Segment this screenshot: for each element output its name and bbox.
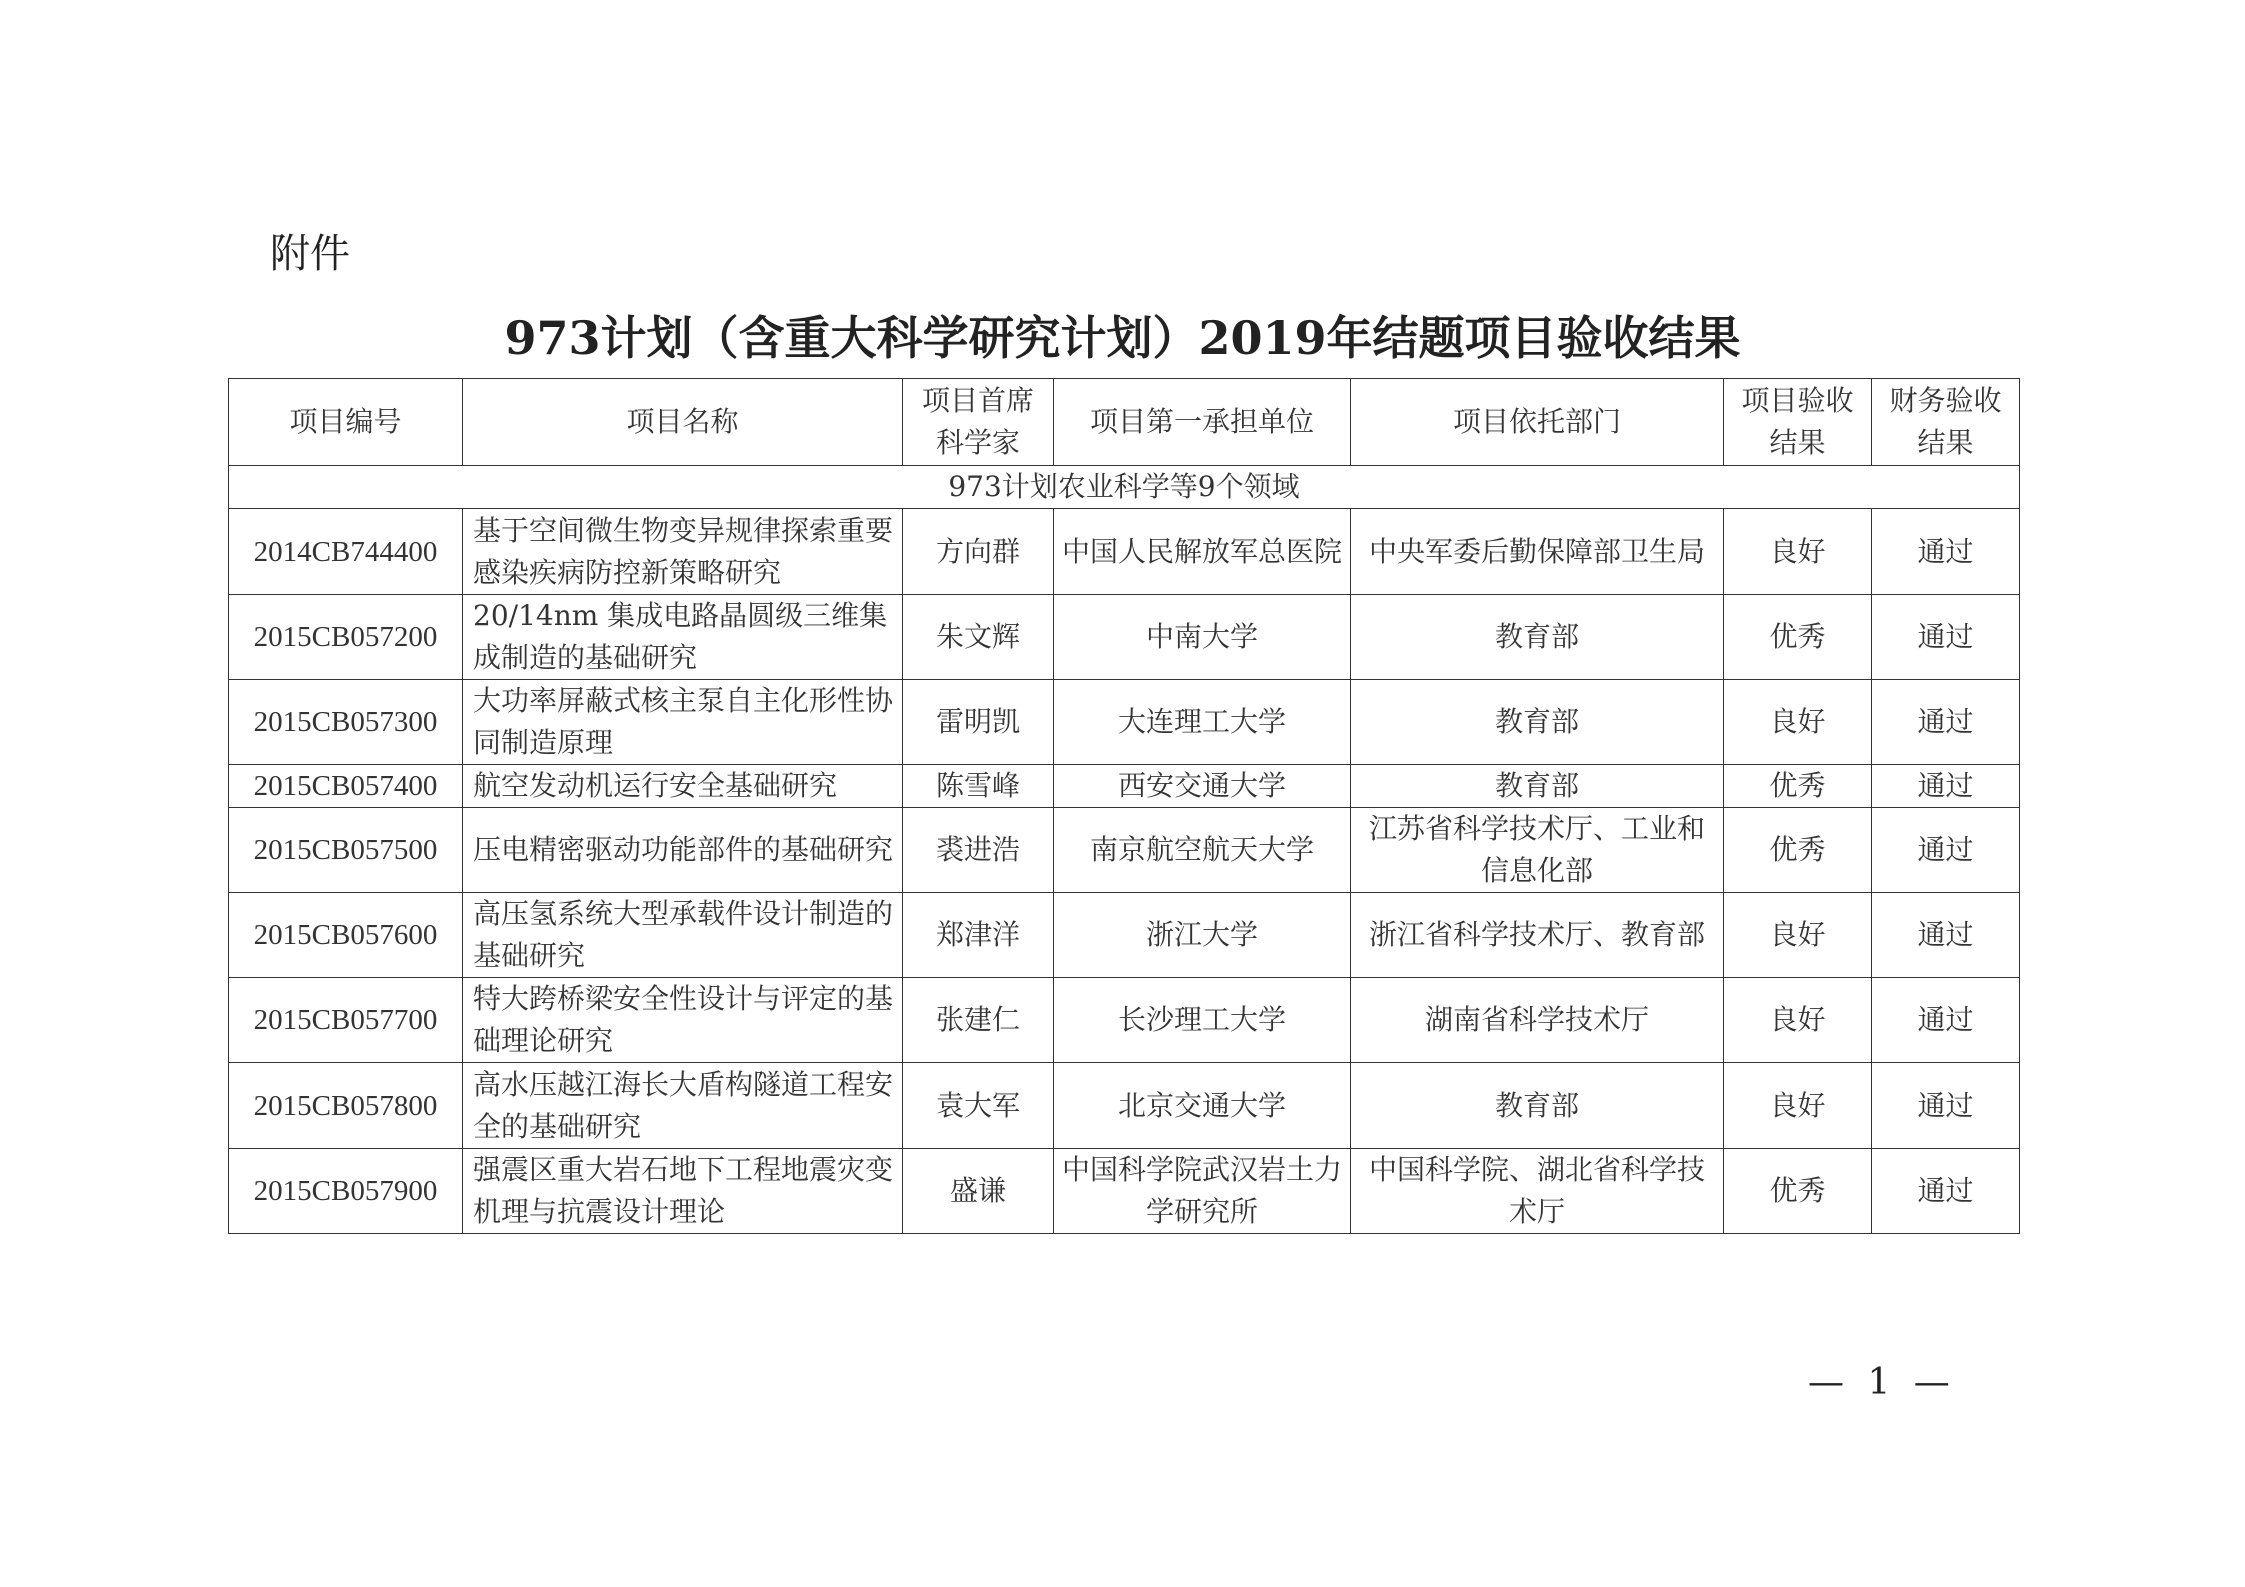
cell-finance: 通过 [1872,680,2020,765]
cell-result: 优秀 [1724,595,1872,680]
cell-result: 优秀 [1724,1149,1872,1234]
header-row [229,379,2020,466]
cell-code: 2014CB744400 [229,509,463,595]
cell-unit: 中国人民解放军总医院 [1054,509,1351,595]
cell-result: 良好 [1724,1063,1872,1149]
cell-scientist: 裘进浩 [903,808,1054,893]
cell-unit: 浙江大学 [1054,893,1351,978]
page-title: 973计划（含重大科学研究计划）2019年结题项目验收结果 [504,311,1741,365]
cell-scientist: 陈雪峰 [903,765,1054,808]
cell-scientist: 雷明凯 [903,680,1054,765]
cell-name: 基于空间微生物变异规律探索重要感染疾病防控新策略研究 [463,509,903,595]
cell-code: 2015CB057300 [229,680,463,765]
cell-result: 良好 [1724,978,1872,1063]
cell-finance: 通过 [1872,893,2020,978]
cell-scientist: 郑津洋 [903,893,1054,978]
cell-name: 大功率屏蔽式核主泵自主化形性协同制造原理 [463,680,903,765]
cell-unit: 大连理工大学 [1054,680,1351,765]
cell-finance: 通过 [1872,808,2020,893]
results-table [228,378,2020,1234]
cell-finance: 通过 [1872,1063,2020,1149]
table-row [229,978,2020,1063]
cell-unit: 中南大学 [1054,595,1351,680]
cell-dept: 中央军委后勤保障部卫生局 [1351,509,1724,595]
cell-code: 2015CB057200 [229,595,463,680]
cell-unit: 西安交通大学 [1054,765,1351,808]
cell-code: 2015CB057900 [229,1149,463,1234]
cell-unit: 南京航空航天大学 [1054,808,1351,893]
cell-dept: 湖南省科学技术厅 [1351,978,1724,1063]
table-row [229,595,2020,680]
cell-dept: 教育部 [1351,680,1724,765]
cell-code: 2015CB057700 [229,978,463,1063]
header-name: 项目名称 [463,379,903,466]
cell-unit: 中国科学院武汉岩土力学研究所 [1054,1149,1351,1234]
cell-scientist: 盛谦 [903,1149,1054,1234]
cell-name: 特大跨桥梁安全性设计与评定的基础理论研究 [463,978,903,1063]
header-unit: 项目第一承担单位 [1054,379,1351,466]
cell-dept: 江苏省科学技术厅、工业和信息化部 [1351,808,1724,893]
table-row [229,1063,2020,1149]
cell-scientist: 袁大军 [903,1063,1054,1149]
cell-result: 良好 [1724,893,1872,978]
cell-name: 强震区重大岩石地下工程地震灾变机理与抗震设计理论 [463,1149,903,1234]
cell-finance: 通过 [1872,595,2020,680]
cell-scientist: 张建仁 [903,978,1054,1063]
cell-dept: 教育部 [1351,765,1724,808]
cell-name: 高压氢系统大型承载件设计制造的基础研究 [463,893,903,978]
cell-scientist: 朱文辉 [903,595,1054,680]
table-row [229,1149,2020,1234]
cell-code: 2015CB057600 [229,893,463,978]
cell-name: 高水压越江海长大盾构隧道工程安全的基础研究 [463,1063,903,1149]
table-row [229,893,2020,978]
cell-result: 优秀 [1724,765,1872,808]
section-label: 973计划农业科学等9个领域 [229,466,2020,509]
cell-result: 良好 [1724,680,1872,765]
header-dept: 项目依托部门 [1351,379,1724,466]
table-row [229,680,2020,765]
cell-scientist: 方向群 [903,509,1054,595]
table-row [229,509,2020,595]
cell-name: 航空发动机运行安全基础研究 [463,765,903,808]
cell-dept: 教育部 [1351,595,1724,680]
cell-code: 2015CB057400 [229,765,463,808]
header-finance: 财务验收结果 [1872,379,2020,466]
cell-finance: 通过 [1872,978,2020,1063]
cell-result: 优秀 [1724,808,1872,893]
page-number: — 1 — [1808,1362,1956,1403]
cell-finance: 通过 [1872,1149,2020,1234]
table-row [229,808,2020,893]
section-row [229,466,2020,509]
cell-name: 压电精密驱动功能部件的基础研究 [463,808,903,893]
cell-code: 2015CB057800 [229,1063,463,1149]
header-scientist: 项目首席科学家 [903,379,1054,466]
cell-result: 良好 [1724,509,1872,595]
cell-finance: 通过 [1872,765,2020,808]
cell-dept: 浙江省科学技术厅、教育部 [1351,893,1724,978]
cell-dept: 教育部 [1351,1063,1724,1149]
annex-label: 附件 [270,231,350,277]
cell-dept: 中国科学院、湖北省科学技术厅 [1351,1149,1724,1234]
table-row [229,765,2020,808]
header-result: 项目验收结果 [1724,379,1872,466]
cell-finance: 通过 [1872,509,2020,595]
cell-name: 20/14nm 集成电路晶圆级三维集成制造的基础研究 [463,595,903,680]
cell-code: 2015CB057500 [229,808,463,893]
header-code: 项目编号 [229,379,463,466]
cell-unit: 北京交通大学 [1054,1063,1351,1149]
cell-unit: 长沙理工大学 [1054,978,1351,1063]
